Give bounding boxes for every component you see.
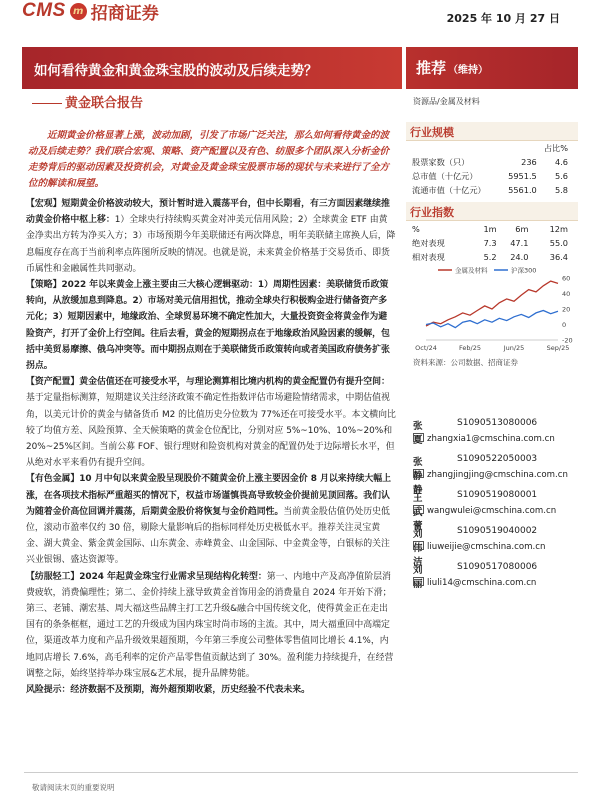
analyst-id: S1090522050003 xyxy=(457,454,538,464)
summary-text: 近期黄金价格显著上涨，波动加剧，引发了市场广泛关注，那么如何看待黄金的波动及后续走势？我们联合宏观、策略、资产配置以及有色、纺服多个团队深入分析金价走势背后的驱动因素及投资机会，对黄金及黄金珠宝股票市场的现状与未来进行了全方位的解读和展望。 xyxy=(28,130,390,189)
analyst-name: 王武蕾 xyxy=(413,493,423,532)
rating-label: 推荐 （维持） xyxy=(416,59,489,77)
paragraph-macro: 【宏观】短期黄金价格波动较大，预计暂时进入震荡平台，但中长期看，有三方面因素继续推动黄金价格中枢上移：1）全球央行持续购买黄金对冲美元信用风险；2）全球黄金 ETF 由黄金净卖出方转为净买入方；3）市场预期今年美联储还有两次降息，明年美联储主席换人后，降息幅度存在高于当前利率点阵图所反映的情况。也就是说，未来黄金价格基于交易货币、即货币属性和金融属性共同驱动。 xyxy=(26,199,396,274)
legend-label: 金属及材料 xyxy=(455,266,488,275)
analyst-email[interactable]: liuweijie@cmschina.com.cn xyxy=(413,541,545,552)
y-tick-label: 40 xyxy=(562,290,571,298)
report-date: 2025 年 10 月 27 日 xyxy=(446,12,560,25)
rating-banner xyxy=(406,47,578,89)
legend-label: 沪深300 xyxy=(511,266,537,275)
analyst-email[interactable]: liuli14@cmschina.com.cn xyxy=(413,577,536,588)
envelope-icon xyxy=(413,505,424,514)
paragraph-metals: 【有色金属】10 月中旬以来黄金股呈现股价不随黄金价上涨主要因金价 8 月以来持续大幅上涨，在各项技术指标严重超买的情况下，权益市场谨慎畏高导致较金价提前见顶回落。我们认为随着金价高位回调并震荡，后期黄金股价将恢复与金价趋同性。当前黄金股估值仍处历史低位，滚动市盈率仅约 30 倍，剔除大量影响后的指标同样处历史极低水平。推荐关注灵宝黄金、湖大黄金、紫金黄金国际、山东黄金、赤峰黄金、山金国际、中金黄金等，白银标的关注兴业银锡、盛达资源等。 xyxy=(26,474,392,566)
report-subtitle: 黄金联合报告 xyxy=(32,92,143,111)
analyst-id: S1090519040002 xyxy=(457,526,538,536)
index-chart xyxy=(408,264,576,354)
body-text xyxy=(26,196,396,698)
unit-header: 占比% xyxy=(543,142,568,153)
analyst-id: S1090519080001 xyxy=(457,490,538,500)
index-table xyxy=(406,222,578,264)
y-tick-label: 20 xyxy=(562,305,571,314)
paragraph-textile: 【纺服轻工】2024 年起黄金珠宝行业需求呈现结构化转型：第一、内地中产及高净值阶层消费疲软，消费偏理性；第二、金价持续上涨导致黄金首饰用金的消费量自 2024 年开始下滑；第三、老铺、潮宏基、周大福这些品牌主打工艺升级&融合中国传统文化，使得黄金正在走出国有的条条框框，通过工艺的升级成为国内珠宝时尚市场的主流。其中，周大福重回中高端定位，渠道改革力度和产品升级效果超预期，今年第三季度公司整体零售值同比增长 4.1%，内地同店增长 7.6%，高毛利率的定价产品零售值贡献达到了 30%。盈利能力持续提升，在经营调整之际，始终坚持举办珠宝展&艺术展，提升品牌势能。 xyxy=(26,571,394,679)
scale-table xyxy=(406,141,578,197)
summary-block xyxy=(28,128,394,192)
section-scale-header xyxy=(406,122,578,141)
paragraph-allocation: 【资产配置】黄金估值还在可接受水平，与理论测算相比境内机构的黄金配置仍有提升空间：基于定量指标测算，短期建议关注经济政策不确定性指数评估市场避险情绪需求，中期估值视角，以美元计价的黄金与储备货币 M2 的比值历史分位数为 77%还在可接受水平。本文横向比较了均值方差、风险预算、全天候策略的黄金仓位配比，分别对应 5%~10%、10%~20%和 20%~25%区间。当前公募 FOF、银行理财和险资机构对黄金的配置仍处于边际增长水平，但从绝对水平来看仍有提升空间。 xyxy=(26,377,396,469)
analyst-email[interactable]: zhangxia1@cmschina.com.cn xyxy=(413,433,555,444)
section-title: 行业规模 xyxy=(410,126,454,139)
analyst-id: S1090517080006 xyxy=(457,562,538,572)
industry-label: 资源品/金属及材料 xyxy=(413,97,480,106)
analyst-email[interactable]: zhangjingjing@cmschina.com.cn xyxy=(413,469,568,480)
table-row: 股票家数（只） 236 4.6 xyxy=(412,156,568,167)
y-tick-label: -20 xyxy=(562,336,573,345)
analyst-name: 刘丽 xyxy=(413,565,423,590)
envelope-icon xyxy=(413,577,424,586)
x-tick-label: Feb/25 xyxy=(459,344,481,352)
y-tick-label: 60 xyxy=(562,274,571,283)
paragraph-strategy: 【策略】2022 年以来黄金上涨主要由三大核心逻辑驱动：1）周期性因素：美联储货币政策转向，从放缓加息到降息。2）市场对美元信用担忧，推动全球央行积极购金进行储备资产多元化；3）短期因素中，地缘政治、全球贸易环境不确定性加大，大量投资资金将黄金作为避险资产，打开了金价上行空间。往后去看，黄金的短期拐点在于地缘政治风险因素的缓解，包括中美贸易摩擦、俄乌冲突等。而中期拐点则在于美联储货币政策转向或者美国政府债务扩张拐点。 xyxy=(26,280,390,372)
analyst-name: 刘伟洁 xyxy=(413,529,423,568)
table-row: 相对表现 5.2 24.0 36.4 xyxy=(412,251,568,262)
x-tick-label: Oct/24 xyxy=(415,344,437,352)
analyst-name: 张静静 xyxy=(413,457,423,496)
table-row: 流通市值（十亿元） 5561.0 5.8 xyxy=(412,184,568,195)
title-banner xyxy=(22,47,402,89)
report-title: 如何看待黄金和黄金珠宝股的波动及后续走势？ xyxy=(34,63,318,79)
analyst-email[interactable]: wangwulei@cmschina.com.cn xyxy=(413,505,556,516)
brand-name: 招商证券 xyxy=(90,3,159,24)
envelope-icon xyxy=(413,541,424,550)
chart-source: 资料来源：公司数据、招商证券 xyxy=(413,358,518,367)
section-index-header xyxy=(406,202,578,221)
brand-logo xyxy=(22,0,159,22)
y-tick-label: 0 xyxy=(562,321,567,329)
logo-text: CMS xyxy=(22,0,66,21)
table-header-row: % 1m 6m 12m xyxy=(412,224,568,234)
rating-sub: （维持） xyxy=(448,65,489,76)
table-row: 绝对表现 7.3 47.1 55.0 xyxy=(412,237,568,248)
series-line xyxy=(426,281,558,326)
series-line xyxy=(426,311,558,328)
analyst-id: S1090513080006 xyxy=(457,418,538,428)
logo-mark-icon: m xyxy=(70,3,87,20)
section-title: 行业指数 xyxy=(410,206,454,219)
envelope-icon xyxy=(413,433,424,442)
x-tick-label: Jun/25 xyxy=(503,344,525,352)
envelope-icon xyxy=(413,469,424,478)
footer-note: 敬请阅读末页的重要说明 xyxy=(32,783,115,792)
footer-divider xyxy=(24,772,578,773)
paragraph-risk: 风险提示：经济数据不及预期，海外超预期收紧，历史经验不代表未来。 xyxy=(26,685,310,696)
x-tick-label: Sep/25 xyxy=(546,344,570,352)
analyst-name: 张夏 xyxy=(413,421,423,446)
table-row: 总市值（十亿元） 5951.5 5.6 xyxy=(412,170,568,181)
